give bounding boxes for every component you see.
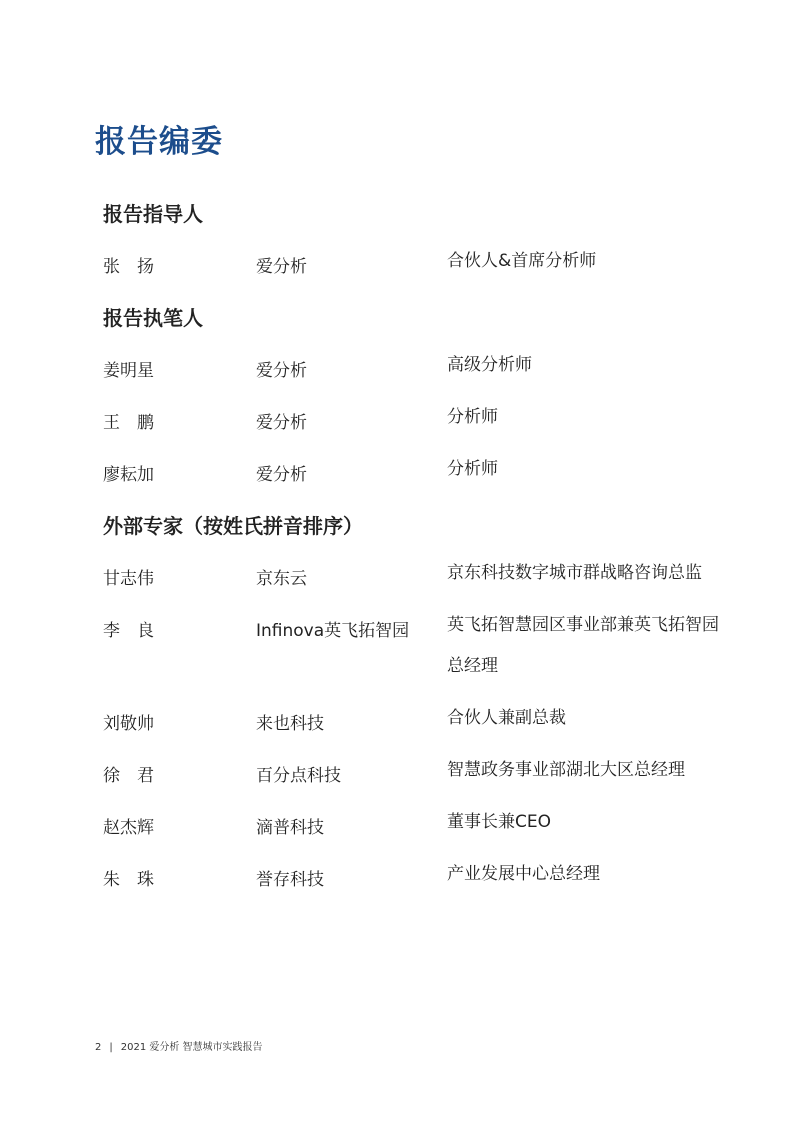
member-name: 徐 君 [103,766,154,786]
member-name: 廖耘加 [103,465,154,485]
member-org: Infinova英飞拓智园 [256,621,410,641]
page-title: 报告编委 [95,124,223,160]
member-org: 滴普科技 [256,818,324,838]
member-org: 爱分析 [256,465,307,485]
member-role: 京东科技数字城市群战略咨询总监 [447,563,702,583]
member-name: 赵杰辉 [103,818,154,838]
member-org: 誉存科技 [256,870,324,890]
member-role: 分析师 [447,459,498,479]
member-name: 王 鹏 [103,413,154,433]
page-footer [95,1038,263,1053]
section-heading-guide: 报告指导人 [103,202,203,226]
section-heading-experts: 外部专家（按姓氏拼音排序） [103,514,363,538]
section-heading-authors: 报告执笔人 [103,306,203,330]
member-role: 英飞拓智慧园区事业部兼英飞拓智园总经理 [447,615,719,676]
member-name: 张 扬 [103,257,154,277]
member-org: 来也科技 [256,714,324,734]
member-org: 爱分析 [256,361,307,381]
member-name: 甘志伟 [103,569,154,589]
member-org: 京东云 [256,569,307,589]
member-name: 李 良 [103,621,154,641]
footer-separator: | [109,1042,113,1053]
member-role: 高级分析师 [447,355,532,375]
report-name: 2021 爱分析 智慧城市实践报告 [120,1042,263,1053]
member-role: 分析师 [447,407,498,427]
member-name: 朱 珠 [103,870,154,890]
member-role: 合伙人&首席分析师 [447,251,597,271]
page-number: 2 [95,1042,102,1053]
member-role: 智慧政务事业部湖北大区总经理 [447,760,685,780]
member-org: 爱分析 [256,257,307,277]
member-name: 刘敬帅 [103,714,154,734]
member-org: 百分点科技 [256,766,341,786]
member-role: 合伙人兼副总裁 [447,708,566,728]
member-org: 爱分析 [256,413,307,433]
member-role: 董事长兼CEO [447,812,551,832]
member-role: 产业发展中心总经理 [447,864,600,884]
member-name: 姜明星 [103,361,154,381]
